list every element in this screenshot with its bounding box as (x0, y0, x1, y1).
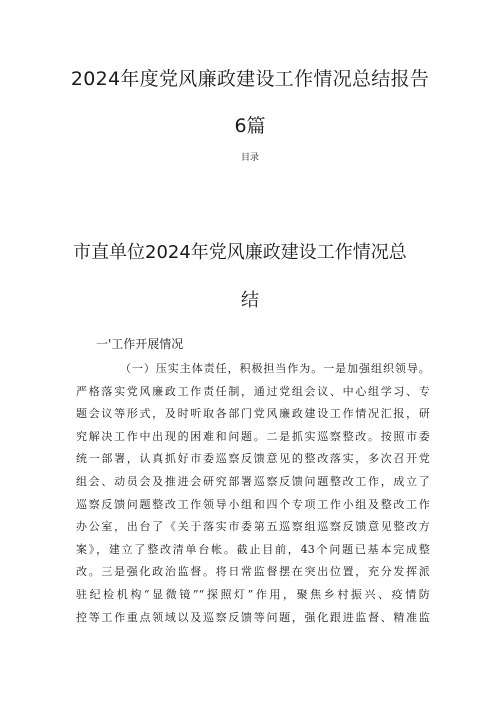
table-of-contents-label: 目录 (240, 153, 259, 163)
paragraph-line: 题会议等形式，及时听取各部门党风廉政建设工作情况汇报，研 (76, 407, 430, 421)
paragraph-line: （一）压实主体责任，积极担当作为。一是加强组织领导。 (120, 362, 430, 375)
paragraph-line: 办公室，出台了《关于落实市委第五巡察组巡察反馈意见整改方 (76, 520, 430, 534)
paragraph-line: 组会、动员会及推进会研究部署巡察反馈问题整改工作，成立了 (76, 474, 430, 488)
document-title-count: 6篇 (234, 115, 266, 137)
paragraph-line: 严格落实党风廉政工作责任制，通过党组会议、中心组学习、专 (76, 384, 430, 398)
paragraph-line: 巡察反馈问题整改工作领导小组和四个专项工作小组及整改工作 (76, 497, 430, 511)
body-paragraph (76, 358, 430, 629)
section-title: 市直单位2024年党风廉政建设工作情况总 (73, 242, 407, 263)
paragraph-line: 驻纪检机构“显微镜”“探照灯”作用，聚焦乡村振兴、疫情防 (76, 587, 430, 601)
paragraph-line: 究解决工作中出现的困难和问题。二是抓实巡察整改。按照市委 (76, 429, 430, 443)
paragraph-line: 统一部署，认真抓好市委巡察反馈意见的整改落实，多次召开党 (76, 452, 430, 466)
section-title-continuation: 结 (241, 290, 259, 311)
subsection-heading: 一'工作开展情况 (96, 337, 184, 351)
paragraph-line: 案》，建立了整改清单台帐。截止目前，43个问题已基本完成整 (76, 542, 430, 556)
paragraph-line: 改。三是强化政治监督。将日常监督摆在突出位置，充分发挥派 (76, 565, 430, 579)
document-title: 2024年度党风廉政建设工作情况总结报告 (70, 68, 430, 90)
paragraph-line: 控等工作重点领域以及巡察反馈等问题，强化跟进监督、精准监 (76, 610, 430, 624)
